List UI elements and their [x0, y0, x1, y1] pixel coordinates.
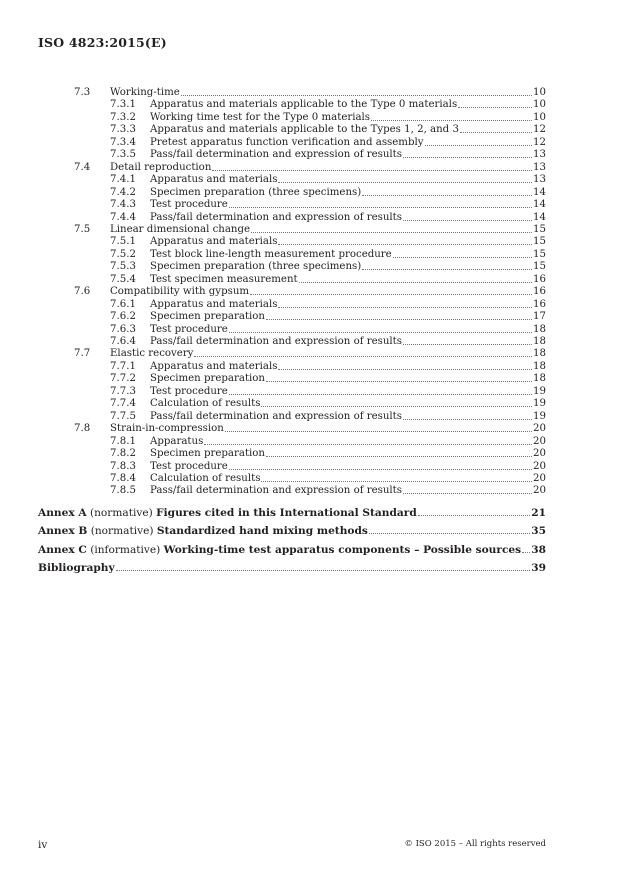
toc-entry-title: Test block line-length measurement procedure — [150, 248, 392, 260]
toc-leader-dots — [212, 170, 532, 171]
toc-annex-entry[interactable] — [38, 522, 546, 537]
toc-entry-title: Test procedure — [150, 385, 228, 397]
toc-page-number: 18 — [533, 323, 546, 335]
toc-leader-dots — [261, 406, 532, 407]
toc-entry-title: Specimen preparation — [150, 373, 265, 385]
toc-entry-title: Apparatus and materials — [150, 174, 278, 186]
toc-section-entry[interactable] — [74, 223, 546, 236]
toc-entry-number: 7.7.3 — [110, 385, 136, 397]
toc-entry-title: Compatibility with gypsum — [110, 286, 250, 298]
toc-page-number: 16 — [533, 298, 546, 310]
toc-page-number: 16 — [533, 286, 546, 298]
toc-subsection-entry[interactable] — [110, 484, 546, 497]
toc-page-number: 18 — [533, 360, 546, 372]
toc-leader-dots — [225, 431, 532, 432]
toc-subsection-entry[interactable] — [110, 298, 546, 311]
toc-entry-number: 7.6 — [74, 286, 91, 298]
toc-leader-dots — [403, 157, 532, 158]
toc-leader-dots — [181, 95, 532, 96]
toc-subsection-entry[interactable] — [110, 211, 546, 224]
toc-entry-number: 7.5 — [74, 223, 91, 235]
toc-entry-title: Detail reproduction — [110, 161, 212, 173]
toc-page-number: 15 — [533, 261, 546, 273]
toc-subsection-entry[interactable] — [110, 260, 546, 273]
toc-page-number: 20 — [533, 485, 546, 497]
toc-subsection-entry[interactable] — [110, 123, 546, 136]
toc-entry-number: 7.6.1 — [110, 298, 136, 310]
toc-page-number: 20 — [533, 423, 546, 435]
toc-entry-number: 7.7 — [74, 348, 91, 360]
toc-entry-title: Test procedure — [150, 460, 228, 472]
toc-leader-dots — [369, 533, 530, 534]
toc-entry-title: Pass/fail determination and expression of results — [150, 410, 402, 422]
toc-page-number: 21 — [531, 506, 546, 519]
toc-entry-title: Specimen preparation (three specimens) — [150, 261, 362, 273]
toc-leader-dots — [299, 282, 532, 283]
toc-entry-title: Strain-in-compression — [110, 423, 224, 435]
toc-annex-entry[interactable] — [38, 541, 546, 556]
toc-entry-number: 7.3.3 — [110, 124, 136, 136]
toc-subsection-entry[interactable] — [110, 410, 546, 423]
toc-leader-dots — [278, 307, 532, 308]
toc-subsection-entry[interactable] — [110, 460, 546, 473]
toc-page-number: 12 — [533, 136, 546, 148]
toc-entry-number: 7.8.1 — [110, 435, 136, 447]
toc-subsection-entry[interactable] — [110, 173, 546, 186]
toc-entry-title: Apparatus — [150, 435, 204, 447]
toc-entry-title: Pass/fail determination and expression of results — [150, 211, 402, 223]
toc-page-number: 12 — [533, 124, 546, 136]
toc-entry-title: Apparatus and materials — [150, 360, 278, 372]
toc-leader-dots — [266, 319, 532, 320]
toc-leader-dots — [229, 469, 532, 470]
toc-entry-title: Apparatus and materials — [150, 298, 278, 310]
toc-subsection-entry[interactable] — [110, 397, 546, 410]
toc-entry-number: 7.3.2 — [110, 111, 136, 123]
toc-leader-dots — [266, 456, 532, 457]
toc-entry-title: Linear dimensional change — [110, 223, 251, 235]
toc-page-number: 18 — [533, 336, 546, 347]
toc-entry-number: 7.3.5 — [110, 149, 136, 161]
toc-subsection-entry[interactable] — [110, 198, 546, 211]
toc-entry-number: 7.4.1 — [110, 174, 136, 186]
toc-entry-number: 7.8.2 — [110, 448, 136, 460]
toc-entry-number: 7.4.2 — [110, 186, 136, 198]
toc-entry-title: Pass/fail determination and expression of results — [150, 485, 402, 497]
toc-leader-dots — [371, 120, 532, 121]
toc-leader-dots — [250, 294, 532, 295]
toc-leader-dots — [362, 195, 532, 196]
toc-leader-dots — [418, 515, 531, 516]
toc-entry-number: 7.7.1 — [110, 360, 136, 372]
toc-entry-number: 7.3 — [74, 87, 91, 98]
toc-entry-title: Specimen preparation — [150, 311, 265, 323]
toc-page-number: 19 — [533, 410, 546, 422]
toc-page-number: 35 — [531, 525, 546, 538]
toc-leader-dots — [229, 332, 532, 333]
toc-entry-title: Annex B (normative) Standardized hand mixing methods — [38, 525, 368, 538]
toc-page-number: 18 — [533, 373, 546, 385]
toc-subsection-entry[interactable] — [110, 385, 546, 398]
toc-page-number: 15 — [533, 223, 546, 235]
toc-entry-title: Working-time — [110, 87, 180, 98]
toc-leader-dots — [278, 244, 532, 245]
toc-page-number: 13 — [533, 149, 546, 161]
toc-entry-number: 7.7.5 — [110, 410, 136, 422]
toc-leader-dots — [229, 394, 532, 395]
page-number: iv — [38, 839, 48, 851]
toc-subsection-entry[interactable] — [110, 136, 546, 149]
toc-subsection-entry[interactable] — [110, 472, 546, 485]
toc-entry-number: 7.6.4 — [110, 336, 136, 347]
toc-entry-number: 7.3.4 — [110, 136, 136, 148]
toc-entry-title: Pretest apparatus function verification and assembly — [150, 136, 424, 148]
toc-subsection-entry[interactable] — [110, 111, 546, 124]
toc-entry-title: Calculation of results — [150, 398, 261, 410]
toc-entry-number: 7.8.5 — [110, 485, 136, 497]
toc-entry-number: 7.4.3 — [110, 199, 136, 211]
toc-subsection-entry[interactable] — [110, 235, 546, 248]
toc-subsection-entry[interactable] — [110, 273, 546, 286]
toc-page-number: 10 — [533, 99, 546, 111]
toc-leader-dots — [194, 356, 532, 357]
toc-entry-number: 7.8.3 — [110, 460, 136, 472]
toc-leader-dots — [362, 269, 532, 270]
toc-page-number: 20 — [533, 435, 546, 447]
toc-page-number: 19 — [533, 398, 546, 410]
toc-leader-dots — [261, 481, 532, 482]
toc-page-number: 17 — [533, 311, 546, 323]
toc-subsection-entry[interactable] — [110, 323, 546, 336]
toc-subsection-entry[interactable] — [110, 435, 546, 448]
toc-leader-dots — [425, 145, 533, 146]
toc-leader-dots — [458, 107, 532, 108]
toc-entry-number: 7.3.1 — [110, 99, 136, 111]
toc-subsection-entry[interactable] — [110, 248, 546, 261]
toc-leader-dots — [522, 552, 530, 553]
toc-page-number: 15 — [533, 248, 546, 260]
toc-entry-number: 7.7.2 — [110, 373, 136, 385]
toc-subsection-entry[interactable] — [110, 447, 546, 460]
toc-entry-title: Test procedure — [150, 323, 228, 335]
toc-page-number: 14 — [533, 186, 546, 198]
toc-subsection-entry[interactable] — [110, 148, 546, 161]
toc-page-number: 18 — [533, 348, 546, 360]
toc-page-number: 15 — [533, 236, 546, 248]
toc-entry-title: Pass/fail determination and expression of results — [150, 149, 402, 161]
toc-page-number: 16 — [533, 273, 546, 285]
toc-subsection-entry[interactable] — [110, 310, 546, 323]
toc-subsection-entry[interactable] — [110, 335, 546, 348]
toc-section-entry[interactable] — [74, 422, 546, 435]
toc-leader-dots — [278, 369, 532, 370]
toc-entry-number: 7.8 — [74, 423, 91, 435]
toc-entry-number: 7.5.2 — [110, 248, 136, 260]
toc-subsection-entry[interactable] — [110, 186, 546, 199]
toc-leader-dots — [403, 419, 532, 420]
toc-page-number: 20 — [533, 472, 546, 484]
toc-entry-title: Specimen preparation — [150, 448, 265, 460]
toc-page-number: 14 — [533, 199, 546, 211]
toc-entry-title: Working time test for the Type 0 materials — [150, 111, 371, 123]
toc-leader-dots — [403, 220, 532, 221]
toc-entry-title: Pass/fail determination and expression of results — [150, 336, 402, 347]
toc-entry-title: Apparatus and materials — [150, 236, 278, 248]
toc-page-number: 20 — [533, 460, 546, 472]
toc-subsection-entry[interactable] — [110, 372, 546, 385]
toc-section-entry[interactable] — [74, 86, 546, 99]
toc-page-number: 10 — [533, 87, 546, 98]
toc-subsection-entry[interactable] — [110, 360, 546, 373]
toc-section-entry[interactable] — [74, 161, 546, 174]
toc-page-number: 10 — [533, 111, 546, 123]
toc-entry-title: Specimen preparation (three specimens) — [150, 186, 362, 198]
toc-entry-title: Apparatus and materials applicable to the Types 1, 2, and 3 — [150, 124, 459, 136]
toc-leader-dots — [229, 207, 532, 208]
toc-page-number: 14 — [533, 211, 546, 223]
toc-entry-title: Test procedure — [150, 199, 228, 211]
toc-leader-dots — [204, 444, 532, 445]
document-id: ISO 4823:2015(E) — [38, 35, 167, 50]
toc-section-entry[interactable] — [74, 347, 546, 360]
toc-page-number: 13 — [533, 161, 546, 173]
toc-page-number: 13 — [533, 174, 546, 186]
toc-entry-title: Elastic recovery — [110, 348, 194, 360]
toc-section-entry[interactable] — [74, 285, 546, 298]
copyright-notice: © ISO 2015 – All rights reserved — [404, 839, 546, 849]
toc-leader-dots — [278, 182, 532, 183]
toc-entry-title: Calculation of results — [150, 472, 261, 484]
toc-entry-number: 7.6.2 — [110, 311, 136, 323]
toc-entry-number: 7.7.4 — [110, 398, 136, 410]
toc-leader-dots — [403, 493, 532, 494]
toc-entry-number: 7.5.4 — [110, 273, 136, 285]
toc-entry-number: 7.4.4 — [110, 211, 136, 223]
toc-entry-title: Bibliography — [38, 562, 115, 575]
toc-leader-dots — [116, 570, 531, 571]
toc-leader-dots — [393, 257, 532, 258]
toc-entry-title: Apparatus and materials applicable to the Type 0 materials — [150, 99, 458, 111]
toc-page-number: 20 — [533, 448, 546, 460]
toc-page-number: 19 — [533, 385, 546, 397]
toc-entry-number: 7.8.4 — [110, 472, 136, 484]
toc-leader-dots — [460, 132, 532, 133]
toc-entry-number: 7.4 — [74, 161, 91, 173]
toc-leader-dots — [403, 344, 532, 345]
toc-entry-number: 7.5.1 — [110, 236, 136, 248]
toc-bibliography-entry[interactable] — [38, 559, 546, 574]
toc-entry-number: 7.6.3 — [110, 323, 136, 335]
toc-annex-entry[interactable] — [38, 504, 546, 519]
toc-page-number: 39 — [531, 562, 546, 575]
toc-entry-number: 7.5.3 — [110, 261, 136, 273]
toc-page-number: 38 — [531, 543, 546, 556]
toc-subsection-entry[interactable] — [110, 98, 546, 111]
toc-leader-dots — [266, 381, 532, 382]
toc-entry-title: Annex A (normative) Figures cited in this International Standard — [38, 506, 417, 519]
toc-entry-title: Test specimen measurement — [150, 273, 298, 285]
toc-entry-title: Annex C (informative) Working-time test apparatus components – Possible sources — [38, 543, 522, 556]
toc-leader-dots — [251, 232, 532, 233]
